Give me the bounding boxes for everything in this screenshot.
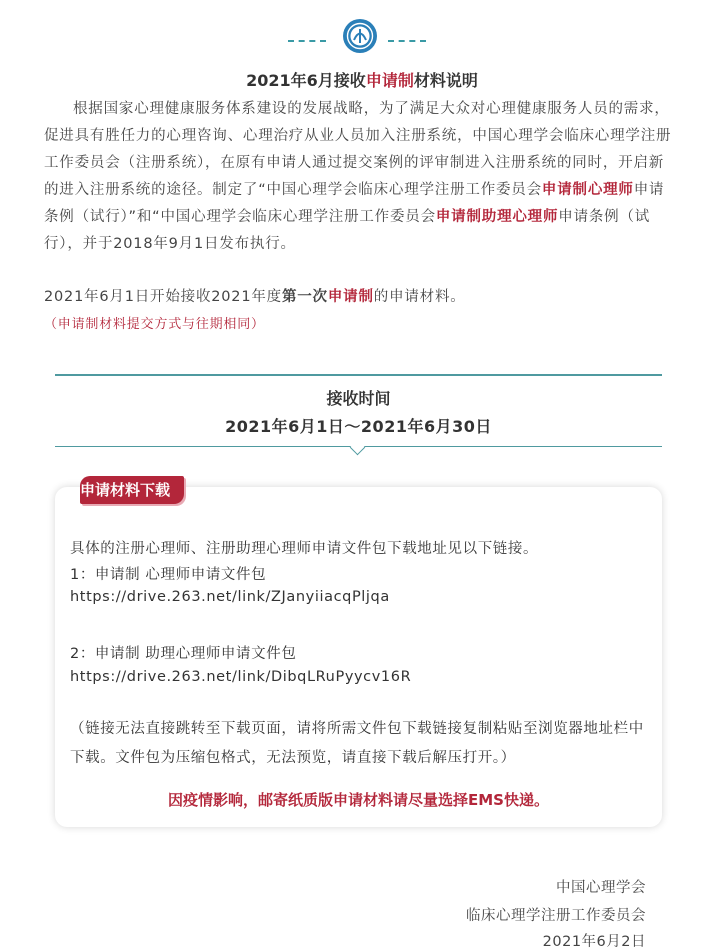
header-ornament [0,16,724,66]
signature-committee: 临床心理学注册工作委员会 [466,908,646,924]
download-card [55,487,662,827]
signature-date: 2021年6月2日 [542,934,646,950]
intro-paragraph: 根据国家心理健康服务体系建设的发展战略，为了满足大众对心理健康服务人员的需求，促进具有胜任力的心理咨询、心理治疗从业人员加入注册系统，中国心理学会临床心理学注册工作委员会（注册系统），在原有申请人通过提交案例的评审制进入注册系统的同时，开启新的进入注册系统的途径。制定了“中国心理学会临床心理学注册工作委员会申请制心理师申请条例（试行）”和“中国心理学会临床心理学注册工作委员会申请制助理心理师申请条例（试行），并于2018年9月1日发布执行。 [44,101,672,252]
left-dash-divider [288,40,326,42]
download-description: 具体的注册心理师、注册助理心理师申请文件包下载地址见以下链接。 [70,541,539,557]
receive-time-range: 2021年6月1日～2021年6月30日 [225,417,492,436]
right-dash-divider [388,40,426,42]
submission-note: （申请制材料提交方式与往期相同） [44,317,265,332]
ems-warning: 因疫情影响，邮寄纸质版申请材料请尽量选择EMS快递。 [168,791,549,809]
page-title: 2021年6月接收申请制材料说明 [246,71,478,90]
society-logo-icon [342,18,378,54]
package-2-label: 2：申请制 助理心理师申请文件包 [70,646,297,662]
package-1-label: 1：申请制 心理师申请文件包 [70,567,267,583]
receive-time-section [55,374,662,454]
package-1-link[interactable]: https://drive.263.net/link/ZJanyiiacqPljqa [70,589,390,605]
schedule-paragraph: 2021年6月1日开始接收2021年度第一次申请制的申请材料。（申请制材料提交方式与往期相同） [44,289,466,332]
receive-time-label: 接收时间 [326,389,391,408]
package-2-link[interactable]: https://drive.263.net/link/DibqLRuPyycv16R [70,669,412,685]
divider-top [55,374,662,376]
download-section-tag: 申请材料下载 [80,476,184,504]
download-note: （链接无法直接跳转至下载页面，请将所需文件包下载链接复制粘贴至浏览器地址栏中下载。文件包为压缩包格式，无法预览，请直接下载后解压打开。） [70,721,644,766]
signature-org: 中国心理学会 [556,880,646,896]
chevron-down-icon [350,440,366,456]
